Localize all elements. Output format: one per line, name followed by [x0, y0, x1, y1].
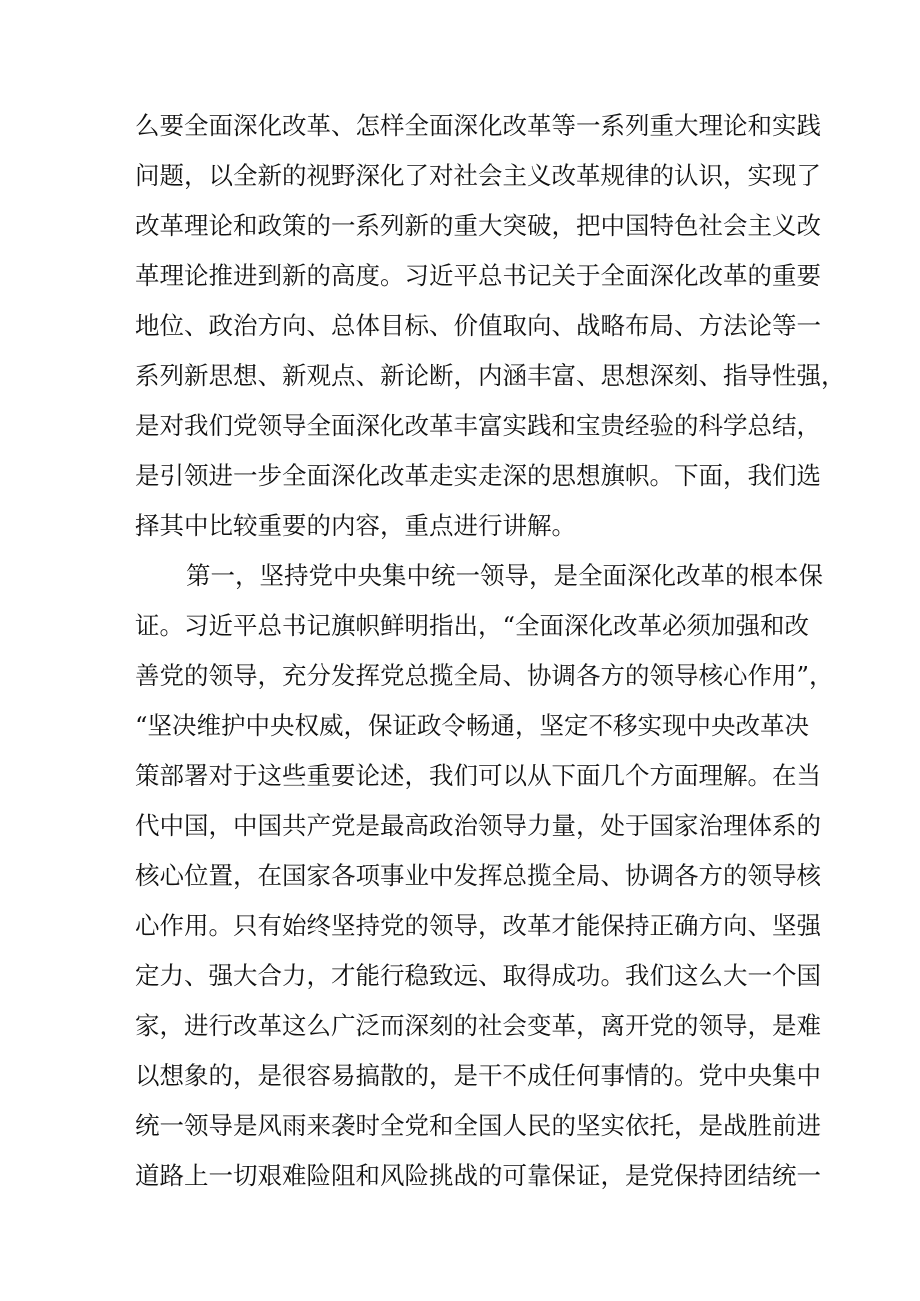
text-line: 是对我们党领导全面深化改革丰富实践和宝贵经验的科学总结，: [135, 411, 821, 440]
text-line: “坚决维护中央权威，保证政令畅通，坚定不移实现中央改革决: [135, 711, 810, 740]
text-line: 心作用。只有始终坚持党的领导，改革才能保持正确方向、坚强: [135, 911, 821, 940]
text-line: 证。习近平总书记旗帜鲜明指出，“全面深化改革必须加强和改: [135, 611, 810, 640]
text-line: 代中国，中国共产党是最高政治领导力量，处于国家治理体系的: [135, 811, 821, 840]
text-line: 是引领进一步全面深化改革走实走深的思想旗帜。下面，我们选: [135, 461, 821, 490]
text-line: 以想象的，是很容易搞散的，是干不成任何事情的。党中央集中: [135, 1061, 821, 1090]
text-line: 定力、强大合力，才能行稳致远、取得成功。我们这么大一个国: [135, 961, 821, 990]
text-line: 核心位置，在国家各项事业中发挥总揽全局、协调各方的领导核: [135, 861, 821, 890]
text-line: 道路上一切艰难险阻和风险挑战的可靠保证，是党保持团结统一: [135, 1161, 821, 1190]
text-line: 地位、政治方向、总体目标、价值取向、战略布局、方法论等一: [135, 311, 821, 340]
text-line: 策部署对于这些重要论述，我们可以从下面几个方面理解。在当: [135, 761, 821, 790]
text-line: 问题，以全新的视野深化了对社会主义改革规律的认识，实现了: [135, 161, 821, 190]
text-line: 革理论推进到新的高度。习近平总书记关于全面深化改革的重要: [135, 261, 821, 290]
text-line: 善党的领导，充分发挥党总揽全局、协调各方的领导核心作用”，: [135, 661, 834, 690]
text-line: 么要全面深化改革、怎样全面深化改革等一系列重大理论和实践: [135, 111, 821, 140]
text-line: 系列新思想、新观点、新论断，内涵丰富、思想深刻、指导性强，: [135, 361, 846, 390]
text-line: 改革理论和政策的一系列新的重大突破，把中国特色社会主义改: [135, 211, 821, 240]
text-line: 第一，坚持党中央集中统一领导，是全面深化改革的根本保: [186, 561, 823, 590]
text-line: 统一领导是风雨来袭时全党和全国人民的坚实依托，是战胜前进: [135, 1111, 821, 1140]
text-line: 择其中比较重要的内容，重点进行讲解。: [135, 511, 576, 540]
text-line: 家，进行改革这么广泛而深刻的社会变革，离开党的领导，是难: [135, 1011, 821, 1040]
